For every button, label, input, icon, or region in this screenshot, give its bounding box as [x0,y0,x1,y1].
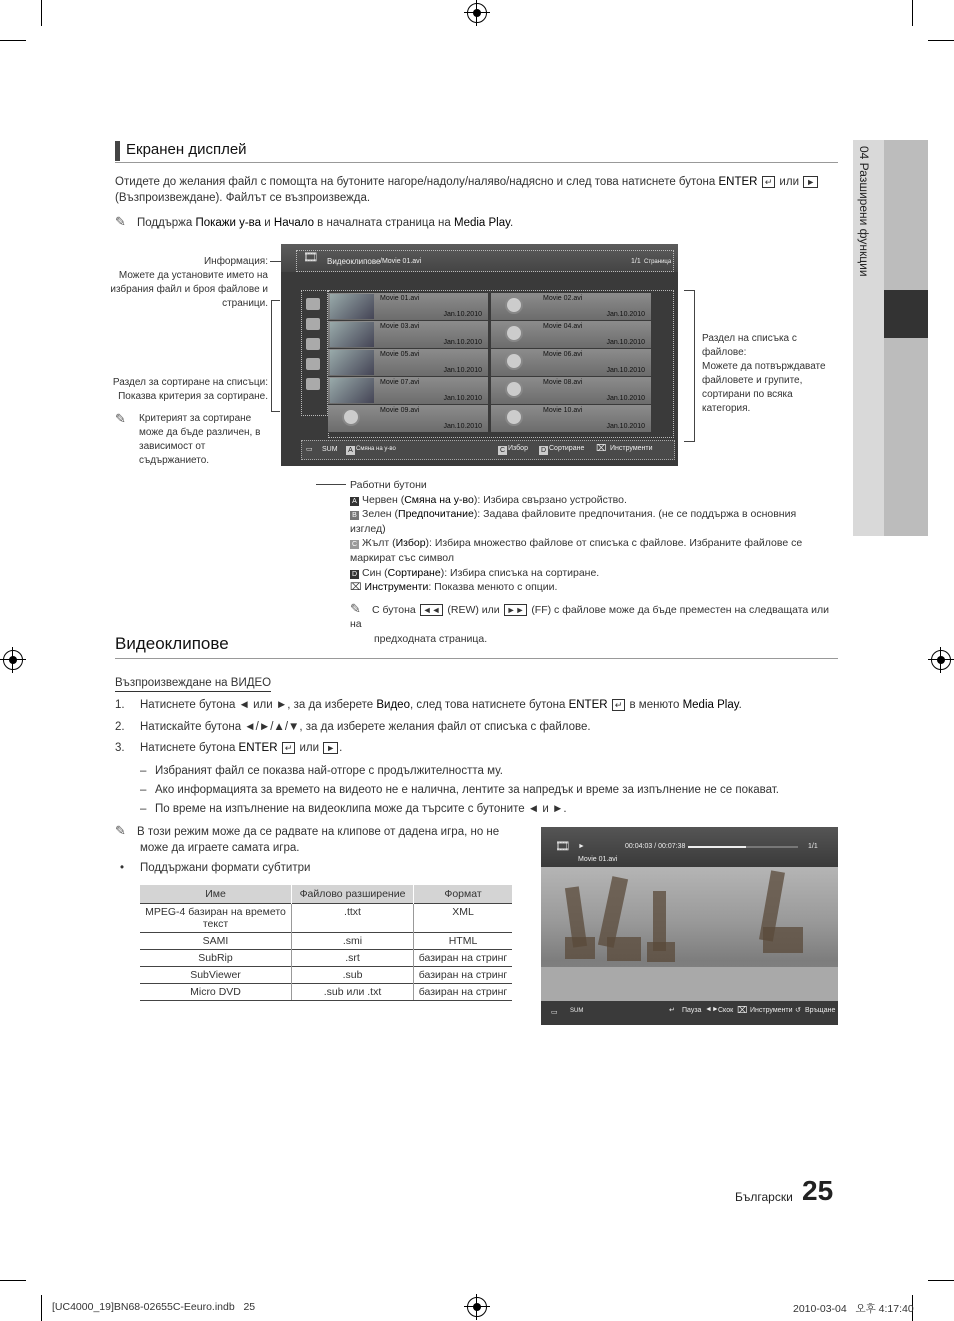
file-date: Jan.10.2010 [606,311,645,318]
section-title: Екранен дисплей [126,141,247,158]
video-thumbnail [330,350,374,375]
file-item[interactable] [491,321,651,348]
list-callout: Раздел на списъка с файлове: Можете да потвърждавате файловете и групите, сортирани по всяка категория. [702,333,826,414]
enter-key-icon: ↵ [282,742,296,754]
playback-file: Movie 01.avi [578,856,618,863]
note-icon: ✎ [115,823,126,838]
folder-icon[interactable] [306,298,320,310]
file-date: Jan.10.2010 [606,423,645,430]
sum-label: SUM [570,1008,584,1014]
table-row: Micro DVD .sub или .txt базиран на стринг [140,984,512,1001]
file-item[interactable] [491,377,651,404]
info-frame [296,250,674,272]
sort-callout: Раздел за сортиране на списъци: Показва критерия за сортиране. [112,377,268,402]
intro-note: ✎ Поддържа Покажи у-ва и Начало в началната страница на Media Play. [115,214,514,229]
leader-line [316,484,346,485]
c-key-icon: C [351,541,358,549]
progress-bar[interactable] [688,846,798,848]
dash-item: – Избраният файл се показва най-отгоре с продължителността му. [140,765,503,777]
play-state-icon: ► [578,843,585,850]
note-icon: ✎ [115,411,126,426]
registration-mark [467,3,487,23]
file-date: Jan.10.2010 [443,367,482,374]
tools-icon: ⌧ [596,443,607,453]
file-item[interactable] [328,349,488,376]
subtitle-formats-table [140,885,512,1001]
a-key-icon: A [350,497,359,506]
control-bar [301,440,675,460]
table-row: SAMI .smi HTML [140,933,512,950]
file-name: Movie 09.avi [380,407,420,414]
film-reel-icon [505,352,523,370]
file-name: Movie 01.avi [380,295,420,302]
file-date: Jan.10.2010 [443,395,482,402]
file-name: Movie 06.avi [543,351,583,358]
screen-path: /Movie 01.avi [380,258,422,265]
return-label[interactable]: Връщане [805,1007,836,1014]
game-note: ✎ В този режим може да се радвате на клипове от дадена игра, но не може да играете самата игра. [115,823,500,854]
change-device-label[interactable]: Смяна на у-во [356,446,396,452]
crop-mark [912,0,913,26]
note-icon: ✎ [115,214,126,229]
tools-icon: ⌧ [737,1005,748,1015]
rew-key-icon: ◄◄ [420,604,444,616]
dash-item: – По време на изпълнение на видеоклипа може да търсите с бутоните ◄ и ►. [140,803,567,815]
table-header: Файлово разширение [292,885,414,904]
file-name: Movie 02.avi [543,295,583,302]
file-name: Movie 07.avi [380,379,420,386]
section-rule [115,162,838,163]
playback-page: 1/1 [808,843,818,850]
registration-mark [3,650,23,670]
file-date: Jan.10.2010 [443,339,482,346]
table-row: SubViewer .sub базиран на стринг [140,967,512,984]
film-reel-icon [505,296,523,314]
dash-item: – Ако информацията за времето на видеото не е налична, лентите за напредък и време за изпълнение не се покават. [140,784,779,796]
file-item[interactable] [491,349,651,376]
video-category-icon: 🎞 [555,839,571,853]
file-name: Movie 03.avi [380,323,420,330]
crop-mark [41,0,42,26]
section-marker [115,141,120,161]
crop-mark [928,40,954,41]
enter-key-icon: ↵ [612,699,626,711]
chapter-label: 04 Разширени функции [857,146,871,277]
date-sort-icon[interactable] [306,338,320,350]
crop-mark [0,40,26,41]
registration-mark [467,1297,487,1317]
screen-page-label: Страница [644,259,672,265]
film-reel-icon [342,408,360,426]
play-key-icon: ► [803,176,818,188]
video-section-title: Видеоклипове [115,634,229,653]
blue-key-icon: D [540,447,547,454]
file-date: Jan.10.2010 [606,395,645,402]
intro-paragraph: Отидете до желания файл с помощта на бутоните нагоре/надолу/наляво/надясно и след това натиснете бутона ENTER ↵ или ► (Възпроизвеждане). Файлът се възпроизвежда. [115,174,845,206]
info-callout: Информация: Можете да установите името на избрания файл и броя файлове и страници. [110,256,268,309]
film-reel-icon [505,380,523,398]
table-header: Формат [414,885,513,904]
return-icon: ↺ [795,1007,801,1014]
file-item[interactable] [328,377,488,404]
file-date: Jan.10.2010 [443,311,482,318]
file-item[interactable] [491,405,651,432]
file-name: Movie 10.avi [543,407,583,414]
footer-file: [UC4000_19]BN68-02655C-Eeuro.indb 25 [52,1301,256,1313]
select-label[interactable]: Избор [508,445,528,452]
jump-label[interactable]: Скок [718,1007,734,1014]
screen-title: Видеоклипове [327,257,381,266]
table-row: SubRip .srt базиран на стринг [140,950,512,967]
file-name: Movie 08.avi [543,379,583,386]
file-item[interactable] [328,321,488,348]
video-playback-screen [541,827,838,1025]
step-1: 1. Натиснете бутона ◄ или ►, за да изберете Видео, след това натиснете бутона ENTER ↵ в менюто Media Play. [115,699,742,711]
file-list [326,291,666,436]
section-rule [115,658,838,659]
tools-label[interactable]: Инструменти [610,445,653,452]
d-key-icon: D [351,570,358,578]
sum-label: SUM [322,446,338,453]
film-reel-icon [505,408,523,426]
crop-mark [928,1280,954,1281]
file-item[interactable] [328,405,488,432]
play-key-icon: ► [323,742,338,754]
tools-label[interactable]: Инструменти [750,1007,793,1014]
video-thumbnail [330,322,374,347]
step-3: 3. Натиснете бутона ENTER ↵ или ► . [115,742,343,754]
table-header: Име [140,885,292,904]
crop-mark [0,1280,26,1281]
step-2: 2. Натискайте бутона ◄/►/▲/▼, за да изберете желания файл от списъка с файлове. [115,721,591,733]
file-date: Jan.10.2010 [443,423,482,430]
sum-icon: ▭ [306,446,313,453]
film-reel-icon [505,324,523,342]
pause-label[interactable]: Пауза [682,1007,702,1014]
sort-note: ✎ Критерият за сортиране може да бъде различен, в зависимост от съдържанието. [115,411,261,466]
yellow-key-icon: C [499,447,506,454]
footer-date: 2010-03-04 오후 4:17:40 [793,1303,914,1315]
red-key-icon: A [346,446,355,455]
calendar-icon[interactable] [306,358,320,370]
tools-icon: ⌧ [350,582,362,594]
file-item[interactable] [491,293,651,320]
file-date: Jan.10.2010 [606,339,645,346]
enter-key-icon: ↵ [762,176,776,188]
table-row: MPEG-4 базиран на времето текст .ttxt XML [140,904,512,933]
screen-page: 1/1 [631,258,641,265]
chapter-side-tab [853,140,928,536]
title-sort-icon[interactable] [306,318,320,330]
sum-icon: ▭ [551,1009,558,1016]
file-item[interactable] [328,293,488,320]
footer-language: Български [735,1190,793,1204]
file-name: Movie 04.avi [543,323,583,330]
file-name: Movie 05.avi [380,351,420,358]
favorite-icon[interactable] [306,378,320,390]
media-play-video-screen [281,244,678,466]
note-icon: ✎ [350,600,361,616]
video-subtitle: Възпроизвеждане на ВИДЕО [115,676,271,692]
subtitle-formats-bullet: • Поддържани формати субтитри [120,862,311,874]
list-bracket [684,290,695,442]
giraffe-video-frame [541,867,838,1001]
ff-key-icon: ►► [504,604,528,616]
b-key-icon: B [350,511,359,520]
sort-label[interactable]: Сортиране [549,445,585,452]
video-category-icon: 🎞 [303,250,319,264]
buttons-description: Работни бутони A Червен (Смяна на у-во): Избира свързано устройство. B Зелен (Предпочитание): Задава файловите предпочитания. (не се поддържа в основния изглед) C Жълт (Избор): Избира множество файлове от списъка с файлове. Избраните файлове се маркират със символ D Син (Сортиране): Избира списъка на сортиране. ⌧ Инструменти: Показва менюто с опции. ✎ С бутона ◄◄ (REW) или ►► (FF) с файлове може да бъде преместен на следващата или на предходната страница. [350,479,830,645]
left-right-icon: ◄► [705,1006,719,1013]
playback-time: 00:04:03 / 00:07:38 [625,843,686,850]
page-number: 25 [802,1175,834,1206]
video-thumbnail [330,378,374,403]
registration-mark [931,650,951,670]
crop-mark [41,1295,42,1321]
video-thumbnail [330,294,374,319]
progress-fill [688,846,746,848]
file-date: Jan.10.2010 [606,367,645,374]
sort-bracket [271,300,280,412]
enter-key-icon: ↵ [669,1007,675,1014]
sort-categories [302,294,324,412]
